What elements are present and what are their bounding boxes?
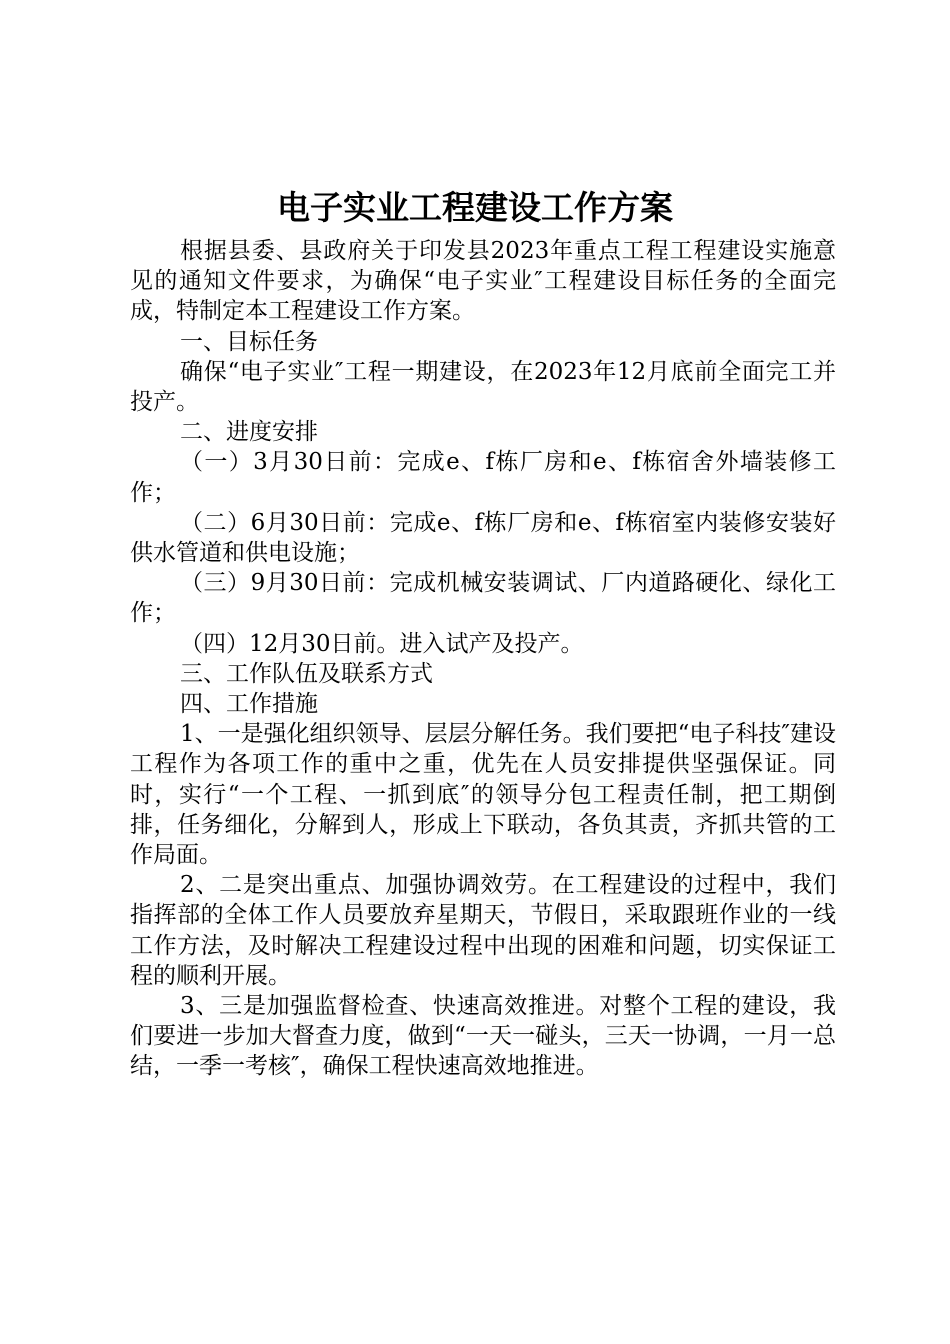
- measure-paragraph: 1、一是强化组织领导、层层分解任务。我们要把“电子科技″建设工程作为各项工作的重中之重，优先在人员安排提供坚强保证。同时，实行“一个工程、一抓到底″的领导分包工程责任制，把工期倒排，任务细化，分解到人，形成上下联动，各负其责，齐抓共管的工作局面。: [130, 721, 836, 869]
- section-heading-measures: 四、工作措施: [180, 691, 318, 718]
- section-heading-goals: 一、目标任务: [180, 328, 318, 355]
- document-title: 电子实业工程建设工作方案: [277, 188, 673, 227]
- schedule-item: （四）12月30日前。进入试产及投产。: [180, 630, 584, 657]
- schedule-item: （二）6月30日前：完成e、f栋厂房和e、f栋宿室内装修安装好供水管道和供电设施；: [130, 509, 836, 567]
- section-heading-team: 三、工作队伍及联系方式: [180, 660, 433, 687]
- schedule-item: （三）9月30日前：完成机械安装调试、厂内道路硬化、绿化工作；: [130, 570, 836, 627]
- document-body: [130, 236, 836, 1082]
- measure-paragraph: 3、三是加强监督检查、快速高效推进。对整个工程的建设，我们要进一步加大督查力度，做到“一天一碰头，三天一协调，一月一总结，一季一考核″，确保工程快速高效地推进。: [130, 993, 836, 1080]
- measure-paragraph: 2、二是突出重点、加强协调效劳。在工程建设的过程中，我们指挥部的全体工作人员要放弃星期天，节假日，采取跟班作业的一线工作方法，及时解决工程建设过程中出现的困难和问题，切实保证工程的顺利开展。: [130, 872, 836, 989]
- schedule-item: （一）3月30日前：完成e、f栋厂房和e、f栋宿舍外墙装修工作；: [130, 449, 836, 506]
- section-heading-schedule: 二、进度安排: [180, 419, 318, 446]
- goals-paragraph: 确保“电子实业″工程一期建设，在2023年12月底前全面完工并投产。: [130, 358, 836, 416]
- intro-paragraph: 根据县委、县政府关于印发县2023年重点工程工程建设实施意见的通知文件要求，为确保“电子实业″工程建设目标任务的全面完成，特制定本工程建设工作方案。: [130, 238, 836, 325]
